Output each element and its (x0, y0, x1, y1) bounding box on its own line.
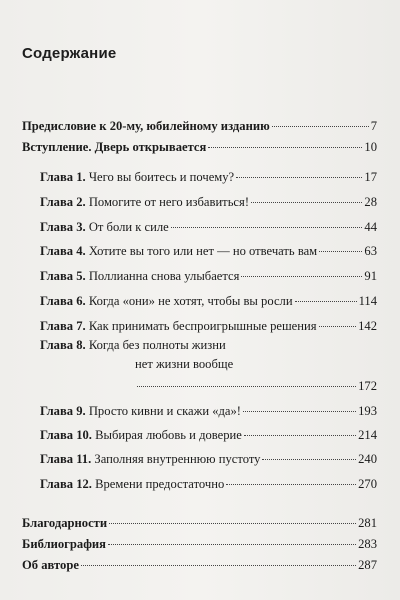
toc-entry-introduction (22, 140, 377, 155)
chapter-page: 240 (358, 452, 377, 466)
chapter-page: 193 (358, 404, 377, 418)
toc-entry-chapter-10 (40, 428, 377, 443)
toc-entry-chapter-7 (40, 319, 377, 334)
chapter-page: 17 (364, 170, 377, 184)
leader-dots (295, 301, 357, 302)
toc-entry-chapter-12 (40, 477, 377, 492)
entry-title: Предисловие к 20-му, юбилейному изданию (22, 119, 270, 133)
chapter-label: Глава 11. (40, 452, 92, 466)
chapter-label: Глава 2. (40, 195, 86, 209)
toc-entry-chapter-2 (40, 195, 377, 210)
leader-dots (319, 251, 362, 252)
chapter-page: 214 (358, 428, 377, 442)
chapter-title: Как принимать беспроигрышные решения (88, 319, 317, 333)
entry-page: 10 (364, 140, 377, 154)
toc-entry-chapter-8 (40, 338, 377, 353)
leader-dots (272, 126, 369, 127)
entry-title: Вступление. Дверь открывается (22, 140, 207, 154)
chapter-title: Чего вы боитесь и почему? (88, 170, 235, 184)
toc-entry-chapter-1 (40, 170, 377, 185)
leader-dots (109, 523, 356, 524)
leader-dots (251, 202, 362, 203)
entry-title: Библиография (22, 537, 106, 551)
toc-entry-acknowledgements (22, 516, 377, 531)
chapter-page: 270 (358, 477, 377, 491)
chapter-page: 63 (364, 244, 377, 258)
chapter-label: Глава 6. (40, 294, 86, 308)
chapter-title: Просто кивни и скажи «да»! (88, 404, 241, 418)
chapter-label: Глава 7. (40, 319, 86, 333)
chapter-label: Глава 12. (40, 477, 92, 491)
contents-heading: Содержание (22, 45, 117, 62)
chapter-page: 114 (358, 294, 377, 308)
entry-page: 281 (358, 516, 377, 530)
chapter-label: Глава 4. (40, 244, 86, 258)
chapter-page: 91 (364, 269, 377, 283)
toc-entry-chapter-11 (40, 452, 377, 467)
toc-entry-bibliography (22, 537, 377, 552)
chapter-page: 44 (364, 220, 377, 234)
toc-entry-chapter-9 (40, 404, 377, 419)
entry-page: 7 (370, 119, 377, 133)
chapter-page: 172 (358, 379, 377, 393)
entry-page: 283 (358, 537, 377, 551)
leader-dots (171, 227, 363, 228)
entry-title: Благодарности (22, 516, 108, 530)
chapter-title: Поллианна снова улыбается (88, 269, 240, 283)
leader-dots (137, 386, 356, 387)
chapter-label: Глава 1. (40, 170, 86, 184)
chapter-title: Когда «они» не хотят, чтобы вы росли (88, 294, 293, 308)
leader-dots (244, 435, 356, 436)
chapter-title: Выбирая любовь и доверие (95, 428, 242, 442)
leader-dots (226, 484, 356, 485)
entry-page: 287 (358, 558, 377, 572)
leader-dots (236, 177, 362, 178)
toc-entry-preface (22, 119, 377, 134)
leader-dots (81, 565, 356, 566)
leader-dots (319, 326, 357, 327)
toc-entry-chapter-6 (40, 294, 377, 309)
toc-entry-chapter-5 (40, 269, 377, 284)
chapter-label: Глава 9. (40, 404, 86, 418)
chapter-page: 28 (364, 195, 377, 209)
chapter-title: От боли к силе (88, 220, 169, 234)
leader-dots (241, 276, 362, 277)
leader-dots (208, 147, 362, 148)
chapter-title: Заполняя внутреннюю пустоту (94, 452, 261, 466)
chapter-title: Времени предостаточно (95, 477, 225, 491)
chapter-8-title-continued: нет жизни вообще (135, 357, 234, 371)
toc-entry-about-author (22, 558, 377, 573)
entry-title: Об авторе (22, 558, 79, 572)
leader-dots (243, 411, 356, 412)
leader-dots (262, 459, 356, 460)
leader-dots (108, 544, 356, 545)
chapter-title: Хотите вы того или нет — но отвечать вам (88, 244, 318, 258)
toc-entry-chapter-8-page-line (135, 379, 377, 394)
chapter-label: Глава 10. (40, 428, 92, 442)
toc-entry-chapter-3 (40, 220, 377, 235)
chapter-label: Глава 3. (40, 220, 86, 234)
chapter-title: Помогите от него избавиться! (88, 195, 250, 209)
chapter-label: Глава 8. (40, 338, 86, 352)
chapter-page: 142 (358, 319, 377, 333)
chapter-label: Глава 5. (40, 269, 86, 283)
toc-entry-chapter-4 (40, 244, 377, 259)
chapter-title: Когда без полноты жизни (88, 338, 226, 352)
